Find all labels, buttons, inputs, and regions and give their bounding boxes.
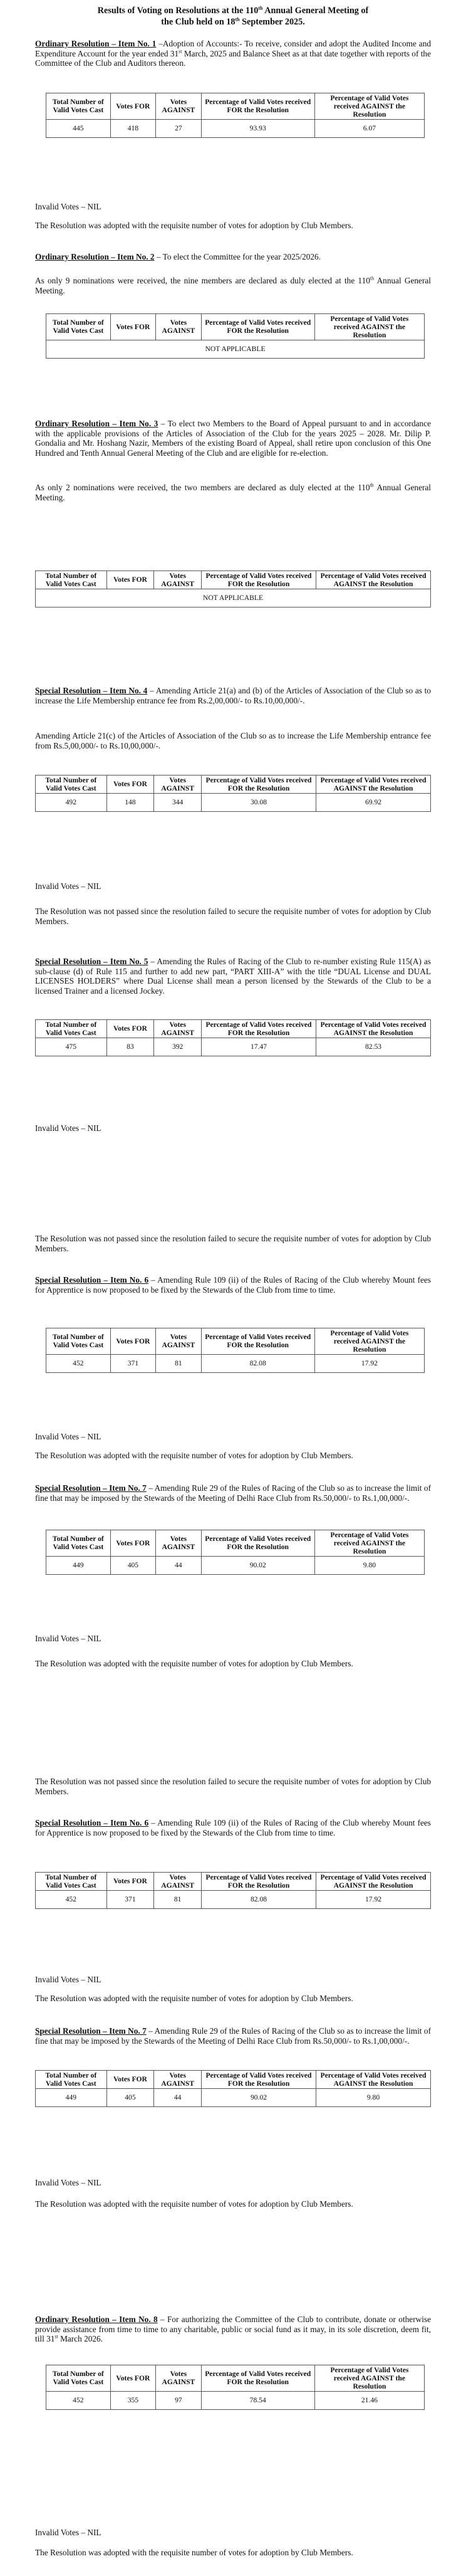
resolution-5-text: [35, 957, 431, 996]
table-header-row: [46, 1328, 425, 1355]
results-table-2: [46, 313, 425, 359]
header-votes-against: Votes AGAINST: [154, 571, 202, 589]
header-votes-against: Votes AGAINST: [156, 314, 201, 340]
header-votes-for: Votes FOR: [106, 2071, 154, 2089]
header-total-votes: Total Number of Valid Votes Cast: [36, 571, 107, 589]
table-header-row: [46, 1530, 425, 1557]
resolution-6-body: – Amending Rule 109 (ii) of the Rules of Racing of the Club whereby Mount fees for Apprentice is now proposed to be fixed by the Stewards of the Club from time to time.: [35, 1275, 431, 1295]
header-total-votes: Total Number of Valid Votes Cast: [46, 93, 111, 120]
resolution-7-repeat-body: – Amending Rule 29 of the Rules of Racing of the Club so as to increase the limit of fine that may be imposed by the Stewards of the Meeting of Delhi Race Club from Rs.50,000/- to Rs.1,00,000/-.: [35, 2026, 431, 2046]
cell-pct-against: 17.92: [316, 1890, 431, 1908]
header-votes-against: Votes AGAINST: [154, 1873, 202, 1891]
table-header-row: [36, 2071, 431, 2089]
cell-against: 81: [156, 1354, 201, 1372]
resolution-8-text: [35, 2315, 431, 2344]
cell-pct-for: 90.02: [202, 2088, 316, 2106]
cell-pct-against: 82.53: [316, 1038, 431, 1056]
table-header-row: [46, 93, 425, 120]
table-row: [36, 1038, 431, 1056]
table-row: [36, 793, 431, 811]
cell-pct-for: 90.02: [201, 1556, 314, 1574]
header-total-votes: Total Number of Valid Votes Cast: [36, 1020, 107, 1038]
cell-total: 452: [46, 2391, 111, 2409]
resolution-2-note: As only 9 nominations were received, the nine members are declared as duly elected at the 110th Annual General Meeting.: [35, 275, 431, 295]
title-line-2: the Club held on 18th September 2025.: [161, 16, 305, 28]
table-row: [46, 340, 425, 358]
cell-for: 148: [106, 793, 154, 811]
outcome-7-repeat: The Resolution was adopted with the requisite number of votes for adoption by Club Members.: [35, 2199, 353, 2209]
invalid-votes-8: Invalid Votes – NIL: [35, 2528, 101, 2537]
cell-for: 371: [106, 1890, 154, 1908]
header-votes-for: Votes FOR: [110, 2365, 155, 2392]
table-header-row: [46, 2365, 425, 2392]
cell-against: 97: [156, 2391, 201, 2409]
header-pct-for: Percentage of Valid Votes received FOR the Resolution: [201, 2365, 314, 2392]
resolution-3-text: [35, 419, 431, 458]
cell-pct-for: 30.08: [202, 793, 316, 811]
cell-total: 475: [36, 1038, 107, 1056]
header-pct-for: Percentage of Valid Votes received FOR the Resolution: [202, 1020, 316, 1038]
resolution-1-body: –Adoption of Accounts:- To receive, consider and adopt the Audited Income and Expenditure Account for the year ended 31st March, 2025 and Balance Sheet as at that date together with reports of the Committee of the Club and Auditors thereon.: [35, 39, 432, 68]
invalid-votes-1: Invalid Votes – NIL: [35, 202, 101, 211]
header-total-votes: Total Number of Valid Votes Cast: [36, 775, 107, 794]
header-votes-for: Votes FOR: [106, 1873, 154, 1891]
table-row: [46, 1354, 425, 1372]
header-votes-against: Votes AGAINST: [156, 1530, 201, 1557]
invalid-votes-6-repeat: Invalid Votes – NIL: [35, 1975, 101, 1984]
cell-total: 449: [46, 1556, 111, 1574]
header-votes-for: Votes FOR: [110, 1530, 155, 1557]
title-line-1: Results of Voting on Resolutions at the 110th Annual General Meeting of: [97, 5, 369, 16]
header-votes-against: Votes AGAINST: [156, 2365, 201, 2392]
resolution-6-heading: Special Resolution – Item No. 6: [35, 1275, 149, 1285]
cell-for: 405: [106, 2088, 154, 2106]
table-row: [46, 2391, 425, 2409]
cell-total: 452: [36, 1890, 107, 1908]
cell-against: 344: [154, 793, 202, 811]
cell-for: 355: [110, 2391, 155, 2409]
table-header-row: [36, 1873, 431, 1891]
header-votes-for: Votes FOR: [110, 314, 155, 340]
cell-not-applicable: NOT APPLICABLE: [36, 589, 431, 607]
results-table-5: [35, 1019, 431, 1056]
cell-against: 392: [154, 1038, 202, 1056]
header-pct-against: Percentage of Valid Votes received AGAINST the Resolution: [316, 1020, 431, 1038]
header-pct-for: Percentage of Valid Votes received FOR the Resolution: [201, 314, 314, 340]
resolution-4-text: [35, 686, 431, 705]
invalid-votes-7-repeat: Invalid Votes – NIL: [35, 2178, 101, 2187]
cell-for: 405: [110, 1556, 155, 1574]
cell-pct-against: 9.80: [314, 1556, 424, 1574]
header-pct-against: Percentage of Valid Votes received AGAINST the Resolution: [314, 1328, 424, 1355]
resolution-8-body: – For authorizing the Committee of the Club to contribute, donate or otherwise provide assistance from time to time to any charitable, public or social fund as it may, in its sole discretion, deem fit, till 31st March 2026.: [35, 2315, 431, 2344]
resolution-7-repeat-text: [35, 2026, 431, 2046]
resolution-3-note: As only 2 nominations were received, the two members are declared as duly elected at the 110th Annual General Meeting.: [35, 482, 432, 502]
resolution-7-heading: Special Resolution – Item No. 7: [35, 1483, 147, 1493]
cell-against: 44: [156, 1556, 201, 1574]
header-votes-for: Votes FOR: [110, 93, 155, 120]
header-votes-for: Votes FOR: [110, 1328, 155, 1355]
header-votes-against: Votes AGAINST: [154, 2071, 202, 2089]
header-total-votes: Total Number of Valid Votes Cast: [46, 2365, 111, 2392]
header-pct-for: Percentage of Valid Votes received FOR the Resolution: [202, 571, 316, 589]
outcome-6-repeat: The Resolution was adopted with the requisite number of votes for adoption by Club Members.: [35, 1994, 353, 2003]
header-pct-against: Percentage of Valid Votes received AGAINST the Resolution: [314, 314, 424, 340]
resolution-2-heading: Ordinary Resolution – Item No. 2: [35, 252, 155, 261]
header-votes-against: Votes AGAINST: [156, 1328, 201, 1355]
header-pct-for: Percentage of Valid Votes received FOR the Resolution: [201, 1328, 314, 1355]
cell-for: 83: [106, 1038, 154, 1056]
resolution-6-repeat-text: [35, 1818, 431, 1837]
header-pct-against: Percentage of Valid Votes received AGAINST the Resolution: [316, 571, 431, 589]
resolution-5-body: – Amending the Rules of Racing of the Club to re-number existing Rule 115(A) as sub-clause (d) of Rule 115 and further to add new part, “PART XIII-A” with the title “DUAL License and DUAL LICENSES HOLDERS” where Dual License shall mean a person licensed by the Stewards of the Club to be a licensed Trainer and a licensed Jockey.: [35, 957, 431, 996]
resolution-3-body: – To elect two Members to the Board of Appeal pursuant to and in accordance with the applicable provisions of the Articles of Association of the Club for the years 2025 – 2028. Mr. Dilip P. Gondalia and Mr. Hoshang Nazir, Members of the existing Board of Appeal, shall retire upon conclusion of this One Hundred and Tenth Annual General Meeting of the Club and are eligible for re-election.: [35, 419, 431, 458]
resolution-1-heading: Ordinary Resolution – Item No. 1: [35, 39, 157, 48]
resolution-5-heading: Special Resolution – Item No. 5: [35, 957, 148, 966]
resolution-1-text: [35, 39, 431, 68]
outcome-7: The Resolution was adopted with the requisite number of votes for adoption by Club Members.: [35, 1659, 353, 1668]
cell-pct-against: 17.92: [314, 1354, 424, 1372]
cell-pct-against: 21.46: [314, 2391, 424, 2409]
resolution-7-text: [35, 1483, 431, 1503]
invalid-votes-4: Invalid Votes – NIL: [35, 881, 101, 891]
cell-against: 44: [154, 2088, 202, 2106]
table-row: [36, 589, 431, 607]
results-table-7-repeat: [35, 2070, 431, 2107]
cell-total: 449: [36, 2088, 107, 2106]
invalid-votes-6: Invalid Votes – NIL: [35, 1432, 101, 1441]
header-pct-for: Percentage of Valid Votes received FOR the Resolution: [201, 93, 314, 120]
cell-pct-against: 6.07: [314, 119, 424, 137]
table-row: [46, 119, 425, 137]
resolution-3-heading: Ordinary Resolution – Item No. 3: [35, 419, 158, 428]
resolution-2-body: – To elect the Committee for the year 2025/2026.: [154, 252, 321, 261]
header-votes-against: Votes AGAINST: [154, 1020, 202, 1038]
table-row: [36, 2088, 431, 2106]
invalid-votes-5: Invalid Votes – NIL: [35, 1123, 101, 1133]
resolution-4-body: – Amending Article 21(a) and (b) of the Articles of Association of the Club so as to increase the Life Membership entrance fee from Rs.2,00,000/- to Rs.10,00,000/-.: [35, 686, 431, 705]
results-table-1: [46, 93, 425, 138]
resolution-6-repeat-heading: Special Resolution – Item No. 6: [35, 1818, 149, 1827]
table-header-row: [46, 314, 425, 340]
cell-pct-for: 93.93: [201, 119, 314, 137]
outcome-8: The Resolution was adopted with the requisite number of votes for adoption by Club Members.: [35, 2548, 353, 2557]
header-pct-against: Percentage of Valid Votes received AGAINST the Resolution: [314, 2365, 424, 2392]
header-votes-against: Votes AGAINST: [156, 93, 201, 120]
header-total-votes: Total Number of Valid Votes Cast: [46, 314, 111, 340]
cell-pct-against: 69.92: [316, 793, 431, 811]
header-total-votes: Total Number of Valid Votes Cast: [36, 2071, 107, 2089]
results-table-4: [35, 775, 431, 812]
header-pct-against: Percentage of Valid Votes received AGAINST the Resolution: [314, 1530, 424, 1557]
cell-pct-against: 9.80: [316, 2088, 431, 2106]
cell-against: 81: [154, 1890, 202, 1908]
resolution-7-repeat-heading: Special Resolution – Item No. 7: [35, 2026, 147, 2036]
cell-total: 452: [46, 1354, 111, 1372]
results-table-6: [46, 1328, 425, 1373]
cell-pct-for: 78.54: [201, 2391, 314, 2409]
resolution-6-text: [35, 1275, 431, 1295]
header-total-votes: Total Number of Valid Votes Cast: [46, 1328, 111, 1355]
header-pct-for: Percentage of Valid Votes received FOR the Resolution: [202, 2071, 316, 2089]
outcome-6: The Resolution was adopted with the requisite number of votes for adoption by Club Members.: [35, 1451, 353, 1460]
cell-total: 492: [36, 793, 107, 811]
outcome-1: The Resolution was adopted with the requisite number of votes for adoption by Club Members.: [35, 221, 353, 230]
header-pct-for: Percentage of Valid Votes received FOR the Resolution: [201, 1530, 314, 1557]
table-header-row: [36, 571, 431, 589]
cell-for: 418: [110, 119, 155, 137]
header-votes-for: Votes FOR: [106, 775, 154, 794]
header-pct-against: Percentage of Valid Votes received AGAINST the Resolution: [316, 2071, 431, 2089]
header-total-votes: Total Number of Valid Votes Cast: [46, 1530, 111, 1557]
page-title: [35, 5, 431, 28]
header-pct-for: Percentage of Valid Votes received FOR the Resolution: [202, 775, 316, 794]
resolution-8-heading: Ordinary Resolution – Item No. 8: [35, 2315, 158, 2324]
header-pct-against: Percentage of Valid Votes received AGAINST the Resolution: [314, 93, 424, 120]
header-pct-for: Percentage of Valid Votes received FOR the Resolution: [202, 1873, 316, 1891]
table-header-row: [36, 775, 431, 794]
header-votes-for: Votes FOR: [106, 571, 154, 589]
cell-not-applicable: NOT APPLICABLE: [46, 340, 425, 358]
cell-total: 445: [46, 119, 111, 137]
table-header-row: [36, 1020, 431, 1038]
cell-pct-for: 82.08: [202, 1890, 316, 1908]
resolution-4-note: Amending Article 21(c) of the Articles of Association of the Club so as to increase the Life Membership entrance fee from Rs.5,00,000/- to Rs.10,00,000/-.: [35, 731, 431, 750]
header-pct-against: Percentage of Valid Votes received AGAINST the Resolution: [316, 775, 431, 794]
results-table-6-repeat: [35, 1872, 431, 1909]
results-table-8: [46, 2365, 425, 2410]
resolution-4-heading: Special Resolution – Item No. 4: [35, 686, 148, 695]
cell-pct-for: 82.08: [201, 1354, 314, 1372]
table-row: [36, 1890, 431, 1908]
cell-pct-for: 17.47: [202, 1038, 316, 1056]
resolution-7-body: – Amending Rule 29 of the Rules of Racing of the Club so as to increase the limit of fine that may be imposed by the Stewards of the Meeting of Delhi Race Club from Rs.50,000/- to Rs.1,00,000/-.: [35, 1483, 431, 1503]
cell-for: 371: [110, 1354, 155, 1372]
outcome-4: The Resolution was not passed since the resolution failed to secure the requisite number of votes for adoption by Club Members.: [35, 907, 431, 926]
table-row: [46, 1556, 425, 1574]
invalid-votes-7: Invalid Votes – NIL: [35, 1634, 101, 1643]
resolution-6-repeat-body: – Amending Rule 109 (ii) of the Rules of Racing of the Club whereby Mount fees for Apprentice is now proposed to be fixed by the Stewards of the Club from time to time.: [35, 1818, 431, 1837]
resolution-2-text: [35, 252, 431, 262]
header-votes-against: Votes AGAINST: [154, 775, 202, 794]
header-total-votes: Total Number of Valid Votes Cast: [36, 1873, 107, 1891]
outcome-repeat: The Resolution was not passed since the resolution failed to secure the requisite number of votes for adoption by Club Members.: [35, 1777, 431, 1796]
results-table-7: [46, 1530, 425, 1575]
header-votes-for: Votes FOR: [106, 1020, 154, 1038]
cell-against: 27: [156, 119, 201, 137]
results-table-3: [35, 570, 431, 607]
header-pct-against: Percentage of Valid Votes received AGAINST the Resolution: [316, 1873, 431, 1891]
outcome-5: The Resolution was not passed since the resolution failed to secure the requisite number of votes for adoption by Club Members.: [35, 1234, 431, 1253]
